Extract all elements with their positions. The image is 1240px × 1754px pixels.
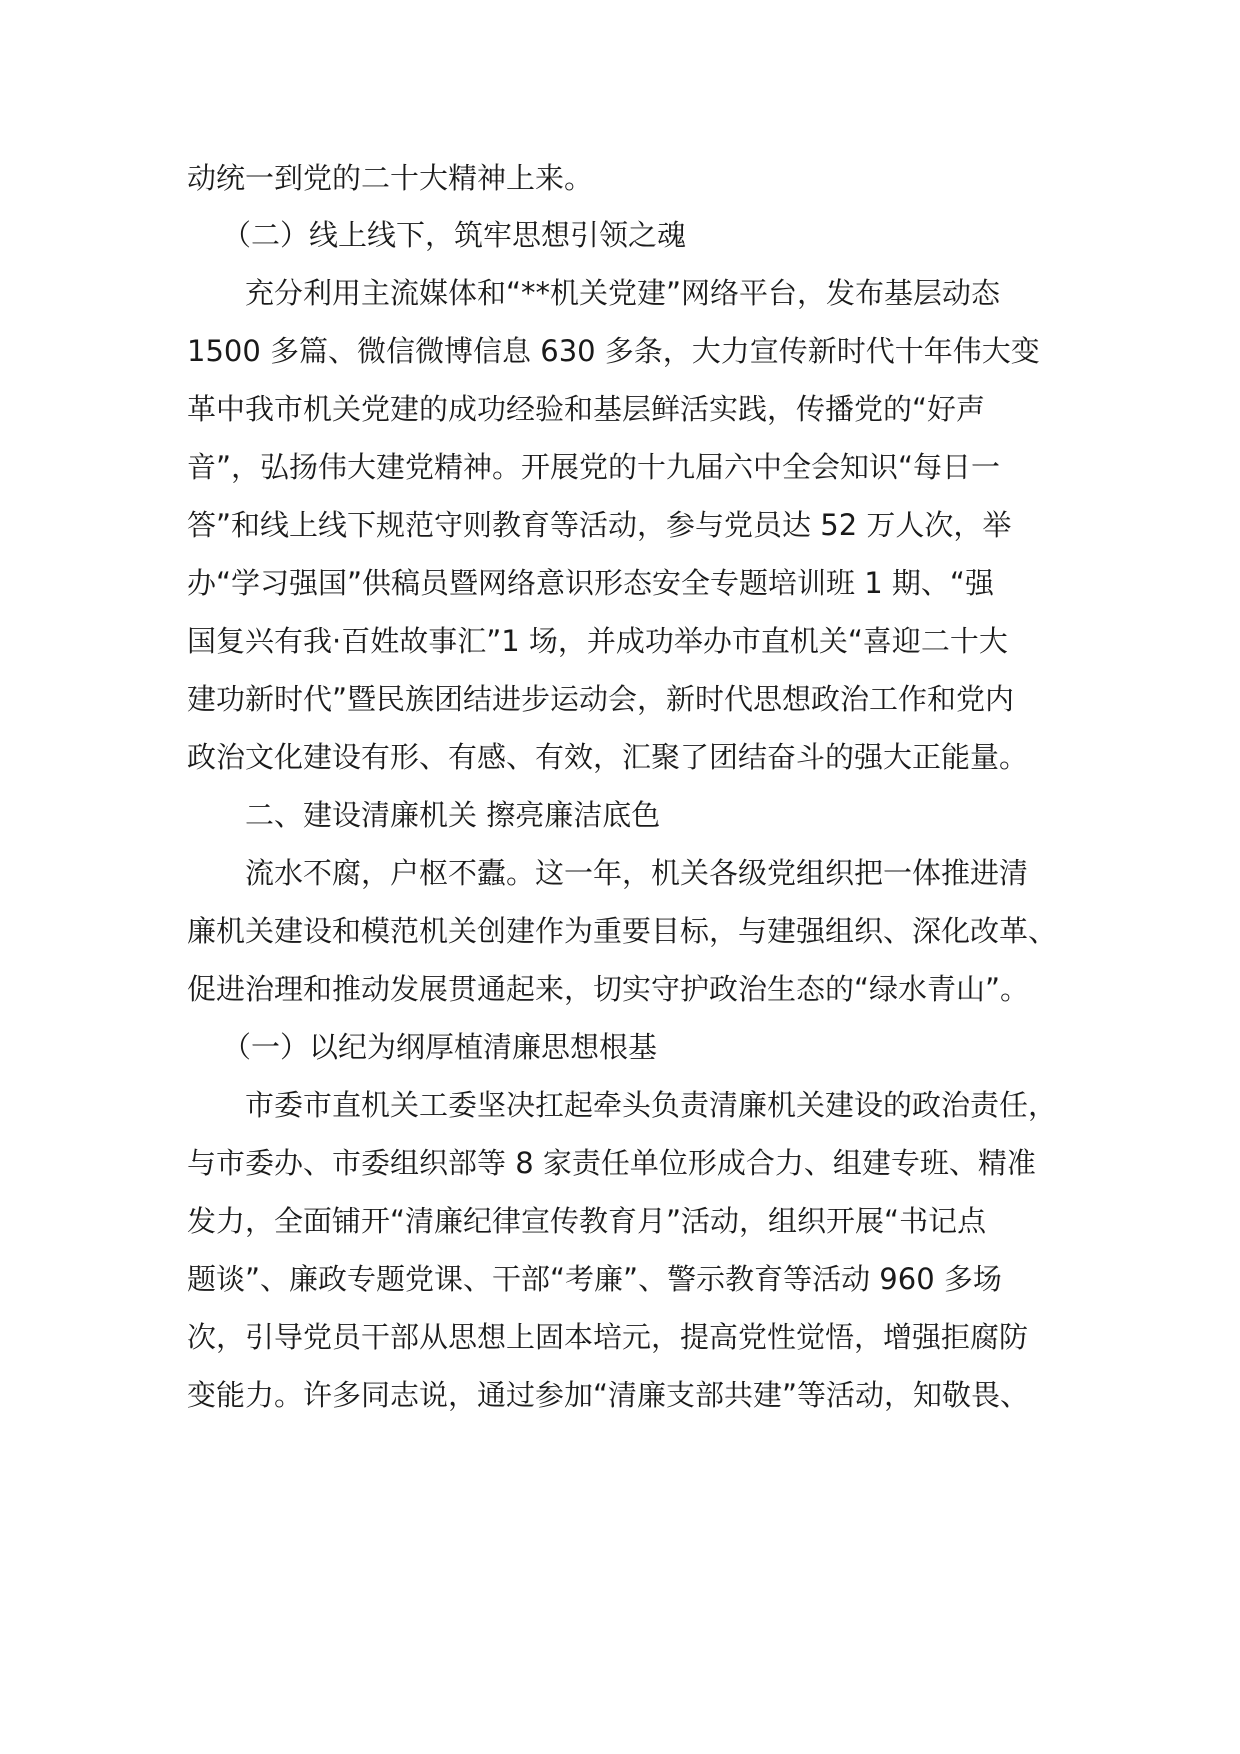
text-line: 办“学习强国”供稿员暨网络意识形态安全专题培训班 1 期、“强 bbox=[187, 566, 994, 600]
text-line: 发力，全面铺开“清廉纪律宣传教育月”活动，组织开展“书记点 bbox=[187, 1204, 987, 1238]
text-line: 促进治理和推动发展贯通起来，切实守护政治生态的“绿水青山”。 bbox=[187, 972, 1030, 1006]
text-line: 次，引导党员干部从思想上固本培元，提高党性觉悟，增强拒腐防 bbox=[187, 1320, 1029, 1354]
text-line: 廉机关建设和模范机关创建作为重要目标，与建强组织、深化改革、 bbox=[187, 914, 1058, 948]
section-heading: （一）以纪为纲厚植清廉思想根基 bbox=[222, 1030, 658, 1064]
text-line: 题谈”、廉政专题党课、干部“考廉”、警示教育等活动 960 多场 bbox=[187, 1262, 1002, 1296]
paragraph-first-line: 充分利用主流媒体和“**机关党建”网络平台，发布基层动态 bbox=[245, 276, 1001, 310]
text-line: 答”和线上线下规范守则教育等活动，参与党员达 52 万人次，举 bbox=[187, 508, 1012, 542]
text-line: 建功新时代”暨民族团结进步运动会，新时代思想政治工作和党内 bbox=[187, 682, 1015, 716]
text-line: 1500 多篇、微信微博信息 630 多条，大力宣传新时代十年伟大变 bbox=[187, 334, 1040, 368]
chapter-heading: 二、建设清廉机关 擦亮廉洁底色 bbox=[245, 798, 661, 832]
section-heading: （二）线上线下，筑牢思想引领之魂 bbox=[222, 218, 687, 252]
text-line: 动统一到党的二十大精神上来。 bbox=[187, 161, 594, 195]
text-line: 音”，弘扬伟大建党精神。开展党的十九届六中全会知识“每日一 bbox=[187, 450, 1001, 484]
text-line: 国复兴有我·百姓故事汇”1 场，并成功举办市直机关“喜迎二十大 bbox=[187, 624, 1008, 658]
text-line: 革中我市机关党建的成功经验和基层鲜活实践，传播党的“好声 bbox=[187, 392, 986, 426]
text-line: 变能力。许多同志说，通过参加“清廉支部共建”等活动，知敬畏、 bbox=[187, 1378, 1030, 1412]
text-line: 政治文化建设有形、有感、有效，汇聚了团结奋斗的强大正能量。 bbox=[187, 740, 1029, 774]
paragraph-first-line: 市委市直机关工委坚决扛起牵头负责清廉机关建设的政治责任， bbox=[245, 1088, 1058, 1122]
text-line: 与市委办、市委组织部等 8 家责任单位形成合力、组建专班、精准 bbox=[187, 1146, 1036, 1180]
paragraph-first-line: 流水不腐，户枢不蠹。这一年，机关各级党组织把一体推进清 bbox=[245, 856, 1029, 890]
